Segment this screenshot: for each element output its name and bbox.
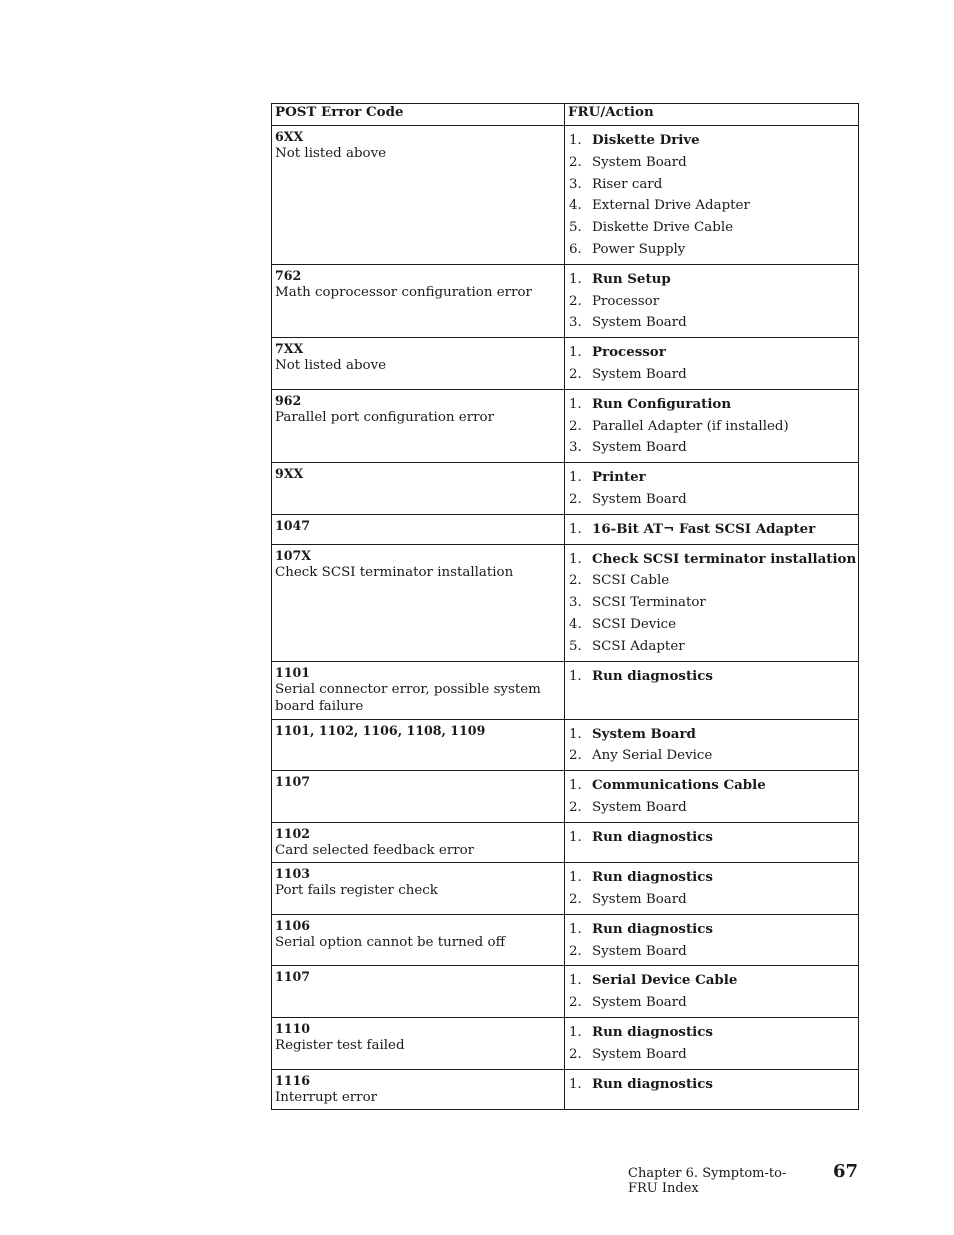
fru-action-text: System Board — [592, 491, 687, 507]
error-code: 1101 — [275, 664, 311, 680]
fru-action-item — [568, 666, 855, 688]
list-number: 1. — [569, 396, 582, 412]
chapter-title: Chapter 6. Symptom-to-FRU Index — [628, 1166, 787, 1196]
fru-action-text: Run Configuration — [592, 395, 732, 412]
error-description: Interrupt error — [275, 1089, 378, 1105]
post-error-table — [271, 103, 859, 1110]
table-row — [272, 719, 859, 771]
fru-action-item — [568, 941, 855, 963]
fru-action-item — [568, 217, 855, 239]
fru-action-item — [568, 291, 855, 313]
table-row — [272, 966, 859, 1018]
fru-action-text: System Board — [592, 892, 687, 908]
table-row — [272, 661, 859, 719]
list-number: 1. — [569, 829, 582, 845]
list-number: 2. — [569, 491, 582, 507]
fru-action-cell — [565, 264, 859, 337]
fru-action-item — [568, 239, 855, 261]
error-code-cell — [272, 338, 565, 390]
error-code: 1116 — [275, 1072, 311, 1088]
fru-action-item — [568, 970, 855, 992]
fru-action-text: Run diagnostics — [592, 920, 713, 937]
list-number: 2. — [569, 573, 582, 589]
error-code-cell — [272, 863, 565, 915]
fru-action-item — [568, 467, 855, 489]
fru-action-item — [568, 867, 855, 889]
fru-action-text: Power Supply — [592, 241, 686, 257]
list-number: 1. — [569, 668, 582, 684]
table-row — [272, 822, 859, 863]
list-number: 1. — [569, 521, 582, 537]
error-description: Math coprocessor configuration error — [275, 284, 532, 300]
error-code-cell — [272, 661, 565, 719]
fru-action-text: Any Serial Device — [592, 748, 713, 764]
error-code: 962 — [275, 392, 302, 408]
fru-action-list — [568, 1074, 855, 1096]
error-description: Serial connector error, possible system board failure — [275, 681, 541, 715]
fru-action-item — [568, 745, 855, 767]
table-row — [272, 264, 859, 337]
fru-action-item — [568, 614, 855, 636]
list-number: 2. — [569, 293, 582, 309]
error-code-cell — [272, 514, 565, 544]
error-code-cell — [272, 264, 565, 337]
list-number: 1. — [569, 973, 582, 989]
list-number: 1. — [569, 726, 582, 742]
table-row — [272, 389, 859, 462]
list-number: 1. — [569, 921, 582, 937]
fru-action-list — [568, 970, 855, 1014]
fru-action-item — [568, 394, 855, 416]
fru-action-list — [568, 827, 855, 849]
fru-action-item — [568, 174, 855, 196]
fru-action-list — [568, 467, 855, 511]
list-number: 3. — [569, 176, 582, 192]
error-code: 1103 — [275, 866, 311, 882]
fru-action-cell — [565, 1018, 859, 1070]
fru-action-item — [568, 549, 855, 571]
fru-action-text: System Board — [592, 154, 687, 170]
error-code-cell — [272, 126, 565, 265]
list-number: 4. — [569, 198, 582, 214]
column-header-post-error-code: POST Error Code — [272, 104, 565, 126]
fru-action-cell — [565, 661, 859, 719]
fru-action-item — [568, 312, 855, 334]
fru-action-item — [568, 152, 855, 174]
list-number: 1. — [569, 1076, 582, 1092]
fru-action-text: System Board — [592, 943, 687, 959]
fru-action-list — [568, 724, 855, 768]
fru-action-item — [568, 992, 855, 1014]
fru-action-text: System Board — [592, 1046, 687, 1062]
fru-action-item — [568, 724, 855, 746]
fru-action-list — [568, 867, 855, 911]
error-code-cell — [272, 719, 565, 771]
fru-action-item — [568, 342, 855, 364]
fru-action-cell — [565, 771, 859, 823]
fru-action-text: Run diagnostics — [592, 1075, 713, 1092]
fru-action-text: System Board — [592, 995, 687, 1011]
error-code: 1107 — [275, 774, 311, 790]
fru-action-cell — [565, 966, 859, 1018]
fru-action-list — [568, 130, 855, 261]
fru-action-text: System Board — [592, 315, 687, 331]
fru-action-cell — [565, 914, 859, 966]
table-row — [272, 914, 859, 966]
fru-action-list — [568, 919, 855, 963]
fru-action-text: Printer — [592, 469, 646, 486]
fru-action-item — [568, 636, 855, 658]
error-code-cell — [272, 1018, 565, 1070]
fru-action-text: Serial Device Cable — [592, 972, 738, 989]
error-description: Not listed above — [275, 146, 387, 161]
fru-action-text: SCSI Cable — [592, 573, 670, 589]
fru-action-item — [568, 269, 855, 291]
fru-action-item — [568, 889, 855, 911]
fru-action-item — [568, 1022, 855, 1044]
fru-action-cell — [565, 1069, 859, 1110]
list-number: 2. — [569, 1046, 582, 1062]
table-row — [272, 1069, 859, 1110]
fru-action-item — [568, 519, 855, 541]
table-row — [272, 1018, 859, 1070]
error-code: 1102 — [275, 825, 311, 841]
fru-action-text: System Board — [592, 725, 696, 742]
list-number: 2. — [569, 943, 582, 959]
fru-action-item — [568, 437, 855, 459]
fru-action-text: Check SCSI terminator installation — [592, 550, 857, 567]
error-description: Not listed above — [275, 358, 387, 374]
list-number: 1. — [569, 870, 582, 886]
list-number: 1. — [569, 345, 582, 361]
error-code: 7XX — [275, 341, 304, 357]
fru-action-list — [568, 549, 855, 658]
fru-action-cell — [565, 126, 859, 265]
fru-action-text: SCSI Terminator — [592, 595, 706, 611]
error-description: Check SCSI terminator installation — [275, 564, 514, 580]
fru-action-text: System Board — [592, 440, 687, 456]
error-code-cell — [272, 544, 565, 661]
list-number: 1. — [569, 470, 582, 486]
table-body — [272, 126, 859, 1110]
fru-action-list — [568, 394, 855, 459]
error-code-cell — [272, 966, 565, 1018]
error-description: Serial option cannot be turned off — [275, 934, 506, 950]
fru-action-item — [568, 195, 855, 217]
fru-action-text: Riser card — [592, 176, 663, 192]
fru-action-cell — [565, 463, 859, 515]
list-number: 4. — [569, 616, 582, 632]
page-footer — [628, 1161, 858, 1196]
fru-action-text: SCSI Adapter — [592, 638, 685, 654]
error-code: 1110 — [275, 1021, 311, 1036]
list-number: 1. — [569, 551, 582, 567]
fru-action-text: Run Setup — [592, 270, 671, 287]
table-row — [272, 514, 859, 544]
fru-action-text: Diskette Drive — [592, 132, 700, 148]
fru-action-text: Run diagnostics — [592, 869, 713, 886]
fru-action-item — [568, 827, 855, 849]
fru-action-list — [568, 519, 855, 541]
error-code: 1047 — [275, 517, 311, 533]
fru-action-cell — [565, 544, 859, 661]
fru-action-cell — [565, 719, 859, 771]
error-code-cell — [272, 1069, 565, 1110]
list-number: 2. — [569, 892, 582, 908]
fru-action-text: Communications Cable — [592, 777, 766, 794]
error-code: 1106 — [275, 917, 311, 933]
list-number: 1. — [569, 1025, 582, 1040]
error-code-cell — [272, 771, 565, 823]
fru-action-item — [568, 919, 855, 941]
list-number: 2. — [569, 995, 582, 1011]
error-code-cell — [272, 822, 565, 863]
error-description: Card selected feedback error — [275, 842, 475, 858]
fru-action-text: Diskette Drive Cable — [592, 220, 734, 236]
fru-action-text: Run diagnostics — [592, 667, 713, 684]
error-code-cell — [272, 914, 565, 966]
list-number: 3. — [569, 315, 582, 331]
error-description: Parallel port configuration error — [275, 409, 494, 425]
list-number: 5. — [569, 220, 582, 236]
list-number: 2. — [569, 748, 582, 764]
error-code: 9XX — [275, 466, 304, 482]
error-code: 6XX — [275, 129, 304, 144]
fru-action-list — [568, 775, 855, 819]
list-number: 2. — [569, 799, 582, 815]
fru-action-text: System Board — [592, 799, 687, 815]
list-number: 3. — [569, 440, 582, 456]
fru-action-list — [568, 269, 855, 334]
table-row — [272, 338, 859, 390]
list-number: 2. — [569, 418, 582, 434]
list-number: 2. — [569, 366, 582, 382]
error-code: 762 — [275, 267, 302, 283]
fru-action-cell — [565, 822, 859, 863]
error-code-cell — [272, 463, 565, 515]
fru-action-item — [568, 775, 855, 797]
fru-action-text: Run diagnostics — [592, 1024, 713, 1040]
fru-action-cell — [565, 514, 859, 544]
fru-action-text: System Board — [592, 366, 687, 382]
page-number: 67 — [832, 1161, 858, 1182]
error-code-cell — [272, 389, 565, 462]
fru-action-item — [568, 570, 855, 592]
fru-action-item — [568, 130, 855, 152]
table-row — [272, 771, 859, 823]
fru-action-item — [568, 1074, 855, 1096]
table-row — [272, 863, 859, 915]
fru-action-item — [568, 416, 855, 438]
error-code: 1101, 1102, 1106, 1108, 1109 — [275, 722, 486, 738]
table-row — [272, 463, 859, 515]
fru-action-cell — [565, 389, 859, 462]
fru-action-list — [568, 1022, 855, 1066]
error-description: Register test failed — [275, 1038, 405, 1053]
fru-action-item — [568, 1044, 855, 1066]
table-row — [272, 126, 859, 265]
error-code: 1107 — [275, 969, 311, 985]
list-number: 1. — [569, 271, 582, 287]
fru-action-list — [568, 342, 855, 386]
fru-action-text: Processor — [592, 293, 660, 309]
error-code: 107X — [275, 547, 312, 563]
list-number: 2. — [569, 154, 582, 170]
fru-action-text: External Drive Adapter — [592, 198, 750, 214]
fru-action-text: Run diagnostics — [592, 828, 713, 845]
error-description: Port fails register check — [275, 883, 438, 899]
fru-action-item — [568, 592, 855, 614]
fru-action-item — [568, 797, 855, 819]
list-number: 5. — [569, 638, 582, 654]
fru-action-text: Parallel Adapter (if installed) — [592, 418, 789, 434]
fru-action-cell — [565, 338, 859, 390]
fru-action-item — [568, 364, 855, 386]
fru-action-item — [568, 489, 855, 511]
fru-action-text: Processor — [592, 344, 666, 361]
fru-action-cell — [565, 863, 859, 915]
table-row — [272, 544, 859, 661]
fru-action-text: 16-Bit AT¬ Fast SCSI Adapter — [592, 520, 816, 537]
list-number: 1. — [569, 133, 582, 148]
column-header-fru-action: FRU/Action — [565, 104, 859, 126]
table-header-row — [272, 104, 859, 126]
fru-action-text: SCSI Device — [592, 616, 677, 632]
list-number: 6. — [569, 241, 582, 257]
fru-action-list — [568, 666, 855, 688]
list-number: 3. — [569, 595, 582, 611]
list-number: 1. — [569, 778, 582, 794]
